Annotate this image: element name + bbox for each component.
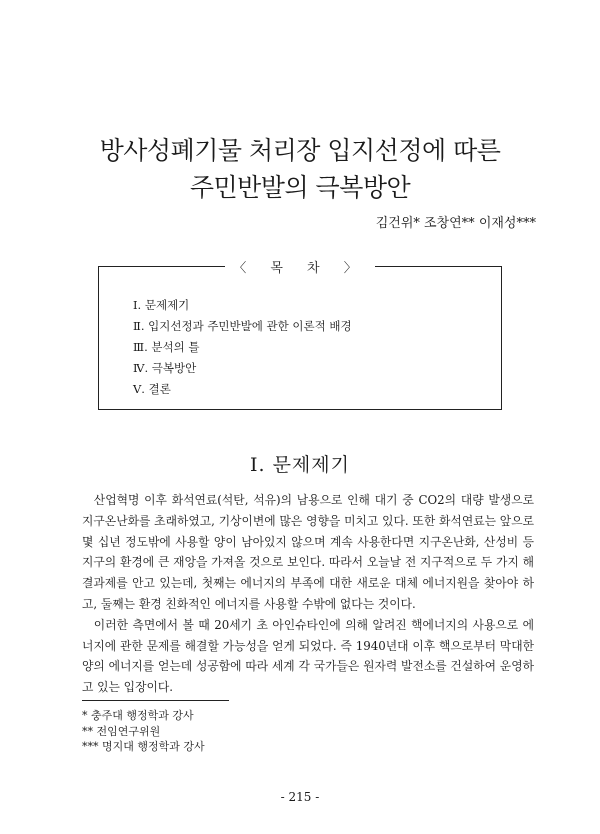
toc-heading: 〈 목 차 〉 — [225, 261, 375, 276]
footnote: *** 명지대 행정학과 강사 — [82, 740, 205, 753]
title-line-2: 주민반발의 극복방안 — [189, 173, 411, 202]
toc-item: Ⅴ. 결론 — [133, 382, 171, 396]
toc-item: Ⅳ. 극복방안 — [133, 361, 197, 375]
paragraph: 산업혁명 이후 화석연료(석탄, 석유)의 남용으로 인해 대기 중 CO2의 대량 발생으로 지구온난화를 초래하였고, 기상이변에 많은 영향을 미치고 있다. 또한 화석연료는 앞으로 몇 십년 정도밖에 사용할 양이 남아있지 않으며 계속 사용한다면 지구온난화, 산성비 등 지구의 환경에 큰 재앙을 가져올 것으로 보인다. 따라서 오늘날 전 지구적으로 두 가지 해결과제를 안고 있는데, 첫째는 에너지의 부족에 대한 새로운 대체 에너지원을 찾아야 하고, 둘째는 환경 친화적인 에너지를 사용할 수밖에 없다는 것이다. — [82, 493, 534, 611]
toc-item: Ⅰ. 문제제기 — [133, 298, 190, 312]
section-heading: Ⅰ. 문제제기 — [249, 454, 350, 476]
paragraph: 이러한 측면에서 볼 때 20세기 초 아인슈타인에 의해 알려진 핵에너지의 사용으로 에너지에 관한 문제를 해결할 가능성을 얻게 되었다. 즉 1940년대 이후 핵으로부터 막대한 양의 에너지를 얻는데 성공함에 따라 세계 각 국가들은 원자력 발전소를 건설하여 운영하고 있는 입장이다. — [82, 617, 534, 695]
title-line-1: 방사성폐기물 처리장 입지선정에 따른 — [99, 136, 501, 165]
authors: 김건위* 조창연** 이재성*** — [375, 216, 536, 231]
toc-item: Ⅲ. 분석의 틀 — [133, 340, 200, 354]
footnote: ** 전임연구위원 — [82, 724, 161, 738]
footnote: * 충주대 행정학과 강사 — [82, 709, 194, 722]
page-number: - 215 - — [280, 790, 320, 804]
footnote-divider — [82, 700, 229, 701]
table-of-contents — [98, 261, 502, 410]
footnotes — [82, 708, 205, 755]
toc-item: Ⅱ. 입지선정과 주민반발에 관한 이론적 배경 — [133, 319, 352, 333]
toc-list — [133, 295, 352, 400]
body-text — [82, 490, 534, 698]
paper-title — [0, 132, 600, 206]
